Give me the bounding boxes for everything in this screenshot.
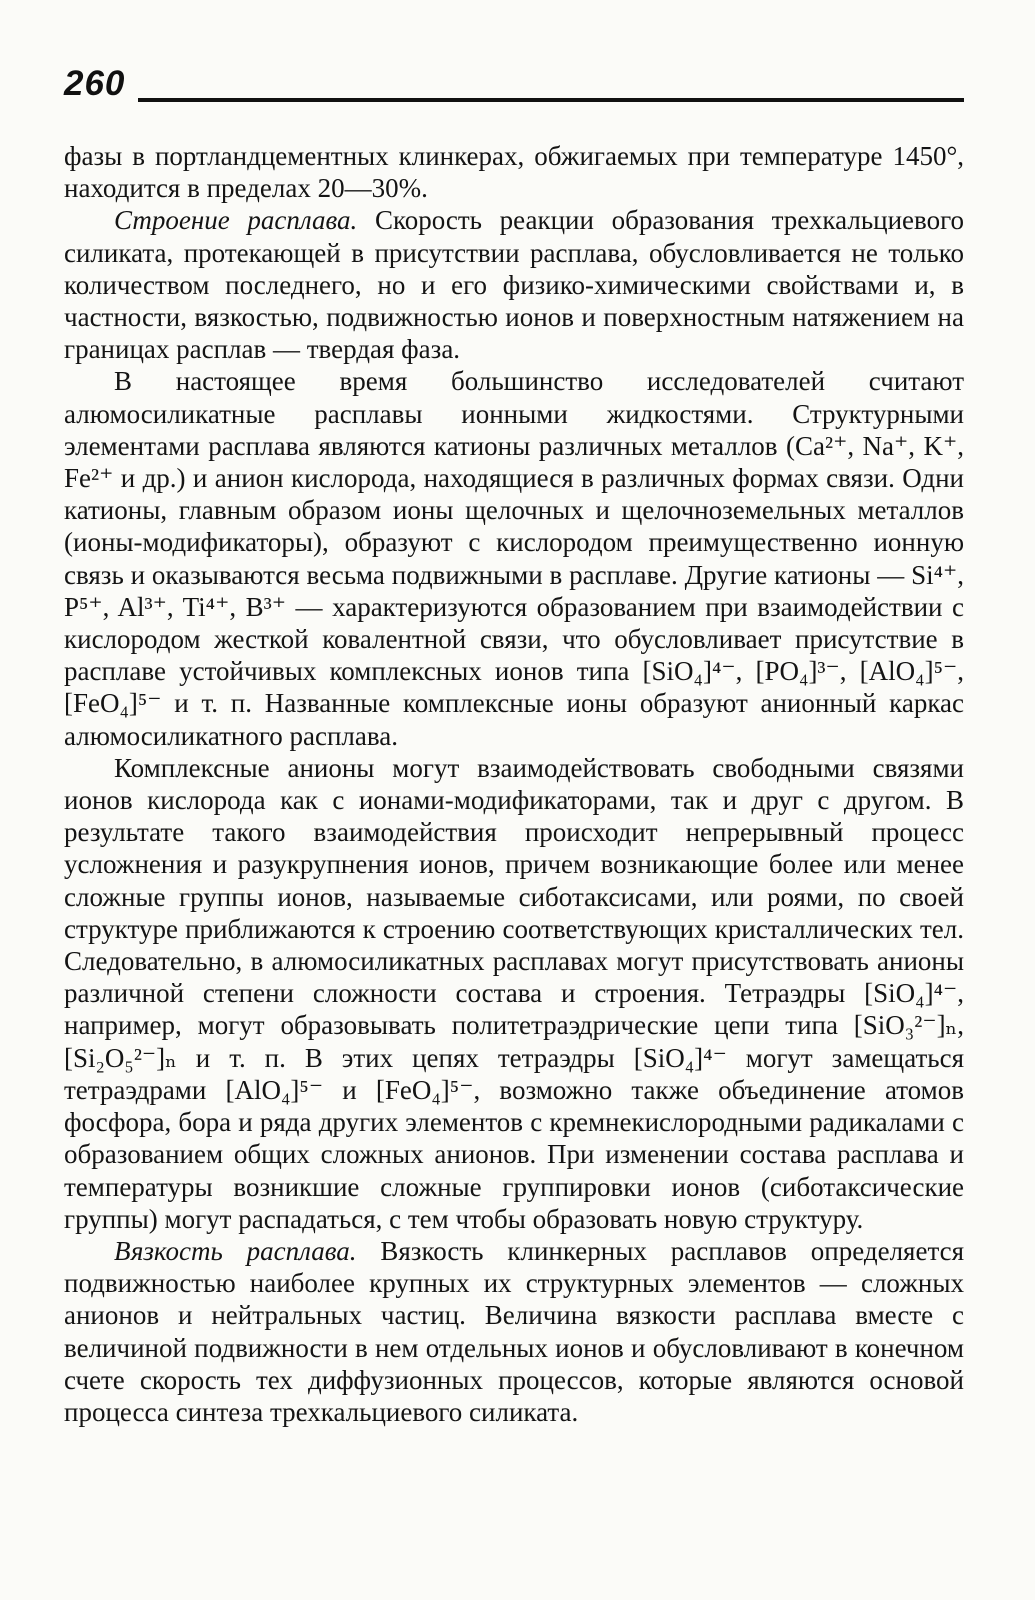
paragraph-3-text: В настоящее время большинство исследователей считают алюмосиликатные расплавы ионными жидкостями. Структурными элементами расплава являются катионы различных металлов (Ca²⁺, Na⁺, K⁺, Fe²⁺ и др.) и анион кислорода, находящиеся в различных формах связи. Одни катионы, главным образом ионы щелочных и щелочноземельных металлов (ионы-модификаторы), образуют с кислородом преимущественно ионную связь и оказываются весьма подвижными в расплаве. Другие катионы — Si⁴⁺, P⁵⁺, Al³⁺, Ti⁴⁺, B³⁺ — характеризуются образованием при взаимодействии с кислородом жесткой ковалентной связи, что обусловливает присутствие в расплаве устойчивых комплексных ионов типа [SiO₄]⁴⁻, [PO₄]³⁻, [AlO₄]⁵⁻, [FeO₄]⁵⁻ и т. п. Названные комплексные ионы образуют анионный каркас алюмосиликатного расплава. xyxy=(64,366,964,751)
page-number: 260 xyxy=(64,64,126,103)
paragraph-1-text: фазы в портландцементных клинкерах, обжигаемых при температуре 1450°, находится в пределах 20—30%. xyxy=(64,141,964,204)
paragraph-1 xyxy=(64,140,964,204)
paragraph-4 xyxy=(64,752,964,1235)
section-lead-structure: Строение расплава. xyxy=(114,205,358,236)
paragraph-3 xyxy=(64,365,964,751)
header-rule xyxy=(138,98,964,102)
paragraph-2 xyxy=(64,204,964,365)
page-header xyxy=(64,64,964,110)
paragraph-5-text: Вязкость клинкерных расплавов определяется подвижностью наиболее крупных их структурных элементов — сложных анионов и нейтральных частиц. Величина вязкости расплава вместе с величиной подвижности в нем отдельных ионов и обусловливают в конечном счете скорость тех диффузионных процессов, которые являются основой процесса синтеза трехкальциевого силиката. xyxy=(64,1235,964,1427)
body-text xyxy=(64,140,964,1428)
paragraph-2-text: Скорость реакции образования трехкальциевого силиката, протекающей в присутствии расплава, обусловливается не только количеством последнего, но и его физико-химическими свойствами и, в частности, вязкостью, подвижностью ионов и поверхностным натяжением на границах расплав — твердая фаза. xyxy=(64,205,964,365)
paragraph-5 xyxy=(64,1235,964,1428)
section-lead-viscosity: Вязкость расплава. xyxy=(114,1235,357,1266)
paragraph-4-text: Комплексные анионы могут взаимодействовать свободными связями ионов кислорода как с ионами-модификаторами, так и друг с другом. В результате такого взаимодействия происходит непрерывный процесс усложнения и разукрупнения ионов, причем возникающие более или менее сложные группы ионов, называемые сиботаксисами, или роями, по своей структуре приближаются к строению соответствующих кристаллических тел. Следовательно, в алюмосиликатных расплавах могут присутствовать анионы различной степени сложности состава и строения. Тетраэдры [SiO₄]⁴⁻, например, могут образовывать политетраэдрические цепи типа [SiO₃²⁻]ₙ, [Si₂O₅²⁻]ₙ и т. п. В этих цепях тетраэдры [SiO₄]⁴⁻ могут замещаться тетраэдрами [AlO₄]⁵⁻ и [FeO₄]⁵⁻, возможно также объединение атомов фосфора, бора и ряда других элементов с кремнекислородными радикалами с образованием общих сложных анионов. При изменении состава расплава и температуры возникшие сложные группировки ионов (сиботаксические группы) могут распадаться, с тем чтобы образовать новую структуру. xyxy=(64,752,964,1234)
